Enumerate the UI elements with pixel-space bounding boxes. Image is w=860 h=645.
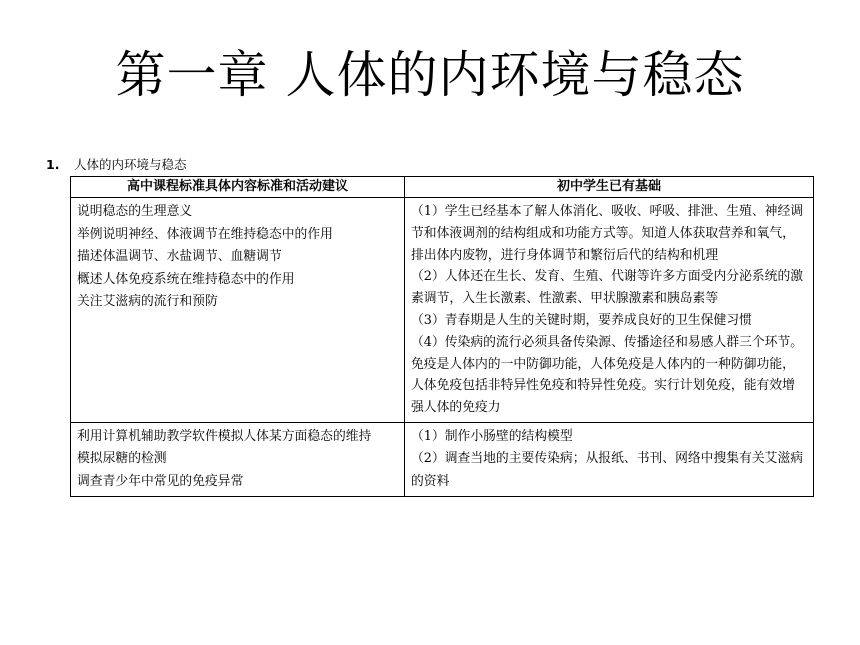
table-row xyxy=(71,422,814,497)
section-text: 人体的内环境与稳态 xyxy=(74,157,187,172)
list-item: （2）人体还在生长、发育、生殖、代谢等许多方面受内分泌系统的激素调节，入生长激素、性激素、甲状腺激素和胰岛素等 xyxy=(411,269,804,307)
list-item: 描述体温调节、水盐调节、血糖调节 xyxy=(77,249,282,264)
header-standards: 高中课程标准具体内容标准和活动建议 xyxy=(71,177,405,198)
list-item: 关注艾滋病的流行和预防 xyxy=(77,294,218,309)
list-item: 概述人体免疫系统在维持稳态中的作用 xyxy=(77,271,295,287)
slide-title: 第一章 人体的内环境与稳态 xyxy=(115,46,745,104)
list-item: 举例说明神经、体液调节在维持稳态中的作用 xyxy=(77,226,333,242)
list-item: （1）学生已经基本了解人体消化、吸收、呼吸、排泄、生殖、神经调节和体液调剂的结构组成和功能方式等。知道人体获取营养和氧气，排出体内废物，进行身体调节和繁衍后代的结构和机理 xyxy=(411,204,804,263)
list-item: （1）制作小肠壁的结构模型 xyxy=(411,428,573,444)
table-row xyxy=(71,198,814,423)
table-header-row xyxy=(71,177,814,198)
cell-activity-basis xyxy=(405,422,814,497)
list-item: （4）传染病的流行必须具备传染源、传播途径和易感人群三个环节。免疫是人体内的一中防御功能，人体免疫是人体内的一种防御功能，人体免疫包括非特异性免疫和特异性免疫。实行计划免疫，能有效增强人体的免疫力 xyxy=(411,334,804,416)
header-prior-knowledge: 初中学生已有基础 xyxy=(405,177,814,198)
list-item: 调查青少年中常见的免疫异常 xyxy=(77,473,244,489)
list-item: 说明稳态的生理意义 xyxy=(77,204,193,219)
list-item: 模拟尿糖的检测 xyxy=(77,451,167,467)
section-heading xyxy=(46,157,187,173)
cell-standards xyxy=(71,198,405,423)
cell-activities xyxy=(71,422,405,497)
cell-prior-knowledge xyxy=(405,198,814,423)
list-item: 利用计算机辅助教学软件模拟人体某方面稳态的维持 xyxy=(77,428,372,444)
list-item: （2）调查当地的主要传染病；从报纸、书刊、网络中搜集有关艾滋病的资料 xyxy=(411,451,804,489)
curriculum-table xyxy=(70,176,814,497)
list-item: （3）青春期是人生的关键时期，要养成良好的卫生保健习惯 xyxy=(411,312,752,328)
section-number: 1. xyxy=(46,157,60,172)
